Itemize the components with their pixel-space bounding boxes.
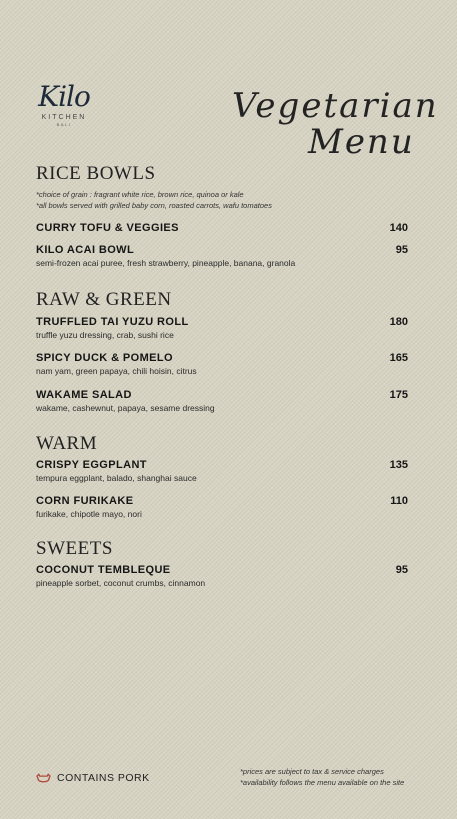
item-price: 175 (389, 389, 408, 401)
item-description: wakame, cashewnut, papaya, sesame dressing (36, 403, 215, 413)
item-price: 110 (390, 495, 408, 507)
footnote-availability: *availability follows the menu available on the site (240, 778, 405, 787)
item-price: 165 (389, 352, 408, 364)
section-title: RICE BOWLS (36, 163, 156, 184)
brand-logo (34, 82, 94, 127)
logo-script: Kilo (38, 80, 90, 113)
item-price: 140 (389, 222, 408, 234)
footnotes (240, 766, 440, 788)
menu-item (36, 563, 408, 589)
section-warm (36, 433, 416, 519)
section-note: *choice of grain : fragrant white rice, brown rice, quinoa or kale (36, 190, 244, 199)
pig-icon (36, 773, 51, 783)
menu-item (36, 458, 408, 484)
item-name: CRISPY EGGPLANT (36, 459, 147, 471)
item-name: TRUFFLED TAI YUZU ROLL (36, 316, 189, 328)
item-name: SPICY DUCK & POMELO (36, 352, 173, 364)
pork-legend (36, 772, 150, 784)
item-price: 135 (389, 459, 408, 471)
logo-subtitle: KITCHEN (41, 114, 87, 121)
section-raw-green (36, 289, 416, 413)
menu-item (36, 243, 408, 269)
item-name: KILO ACAI BOWL (36, 244, 135, 256)
item-name: COCONUT TEMBLEQUE (36, 564, 171, 576)
item-price: 95 (395, 564, 408, 576)
footnote-prices: *prices are subject to tax & service charges (240, 767, 384, 776)
menu-item (36, 315, 408, 341)
section-sweets (36, 538, 416, 588)
section-note: *all bowls served with grilled baby corn, roasted carrots, wafu tomatoes (36, 201, 272, 210)
section-title: RAW & GREEN (36, 289, 172, 310)
menu-item (36, 351, 408, 377)
item-description: pineapple sorbet, coconut crumbs, cinnamon (36, 578, 206, 588)
item-description: furikake, chipotle mayo, nori (36, 509, 142, 519)
item-description: truffle yuzu dressing, crab, sushi rice (36, 330, 174, 340)
item-price: 95 (395, 244, 408, 256)
menu-item (36, 494, 408, 520)
item-name: WAKAME SALAD (36, 389, 132, 401)
item-name: CORN FURIKAKE (36, 495, 134, 507)
menu-title-line2: Menu (308, 122, 415, 162)
section-title: WARM (36, 433, 98, 454)
menu-item (36, 388, 408, 414)
item-name: CURRY TOFU & VEGGIES (36, 222, 179, 234)
logo-location: BALI (56, 122, 72, 127)
section-title: SWEETS (36, 538, 113, 559)
menu-item (36, 221, 408, 235)
item-description: tempura eggplant, balado, shanghai sauce (36, 473, 197, 483)
menu-title-line1: Vegetarian (232, 86, 439, 126)
item-description: nam yam, green papaya, chili hoisin, citrus (36, 366, 197, 376)
item-description: semi-frozen acai puree, fresh strawberry, pineapple, banana, granola (36, 258, 296, 268)
legend-label: CONTAINS PORK (57, 772, 150, 784)
section-rice-bowls (36, 163, 416, 268)
item-price: 180 (389, 316, 408, 328)
